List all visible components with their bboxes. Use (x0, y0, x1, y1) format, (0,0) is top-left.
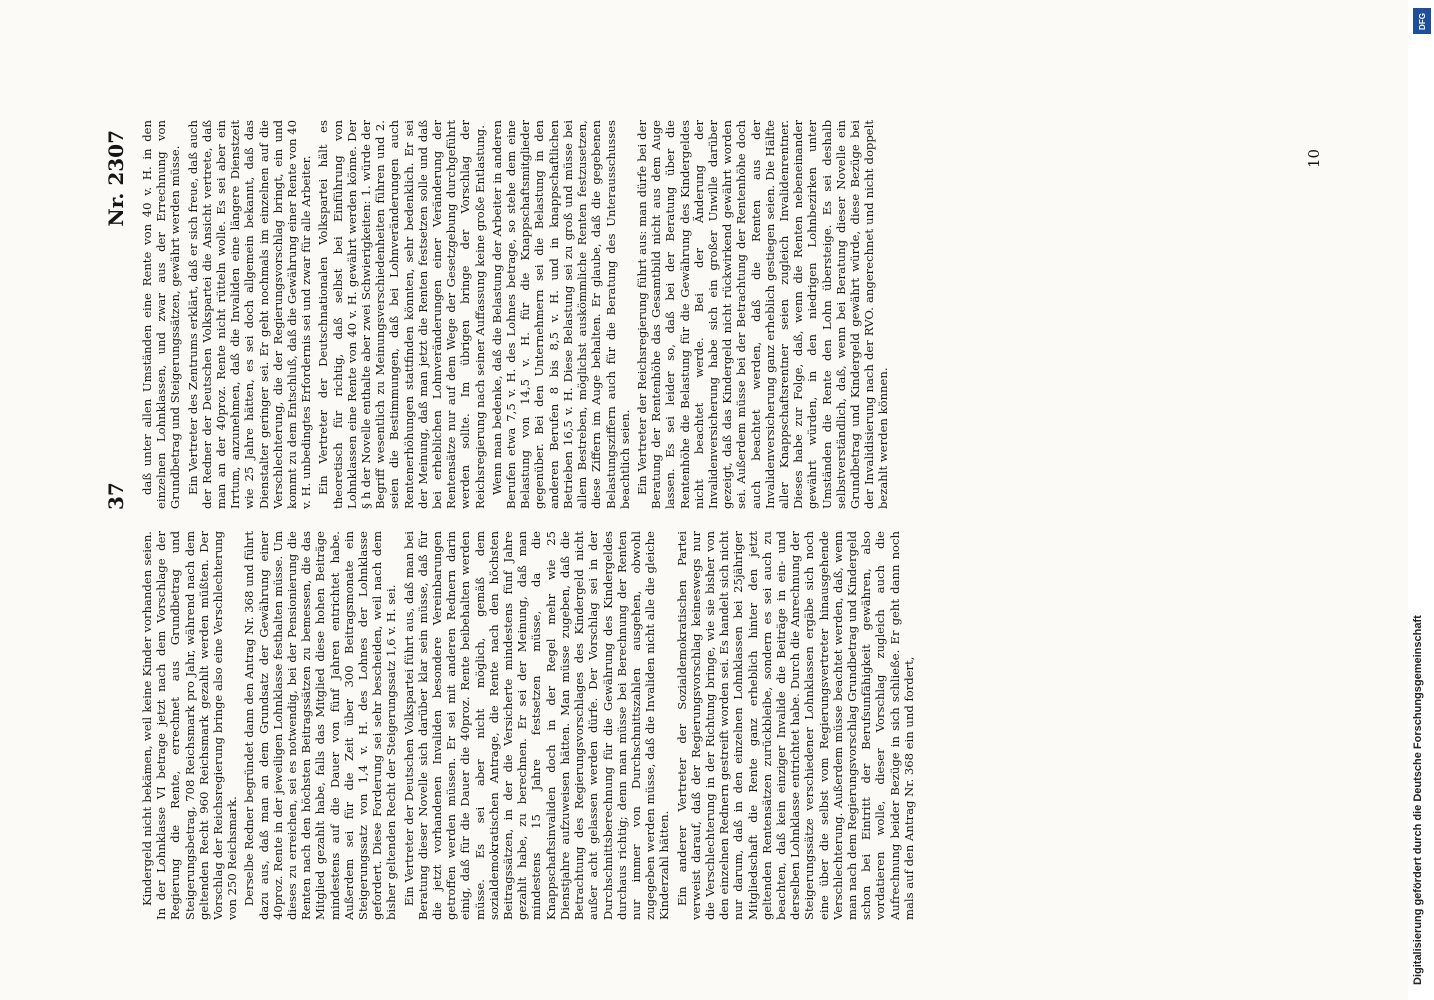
paragraph: Ein anderer Vertreter der Sozialdemokratischen Partei verweist darauf, daß der Regierungsvorschlag keineswegs nur die Verschlechterung in der Richtung bringe, wie sie bisher von den einzelnen Rednern gestreift worden sei. Es handelt sich nicht nur darum, daß in den einzelnen Lohnklassen bei 25jähriger Mitgliedschaft die Rente ganz erheblich hinter den jetzt geltenden Rentensätzen zurückbleibe, sondern es sei auch zu beachten, daß kein einziger Invalide die Beiträge in ein- und derselben Lohnklasse entrichtet habe. Durch die Anrechnung der Steigerungssätze verschiedener Lohnklassen ergäbe sich noch eine über die selbst vom Regierungsvertreter hinausgehende Verschlechterung. Außerdem müsse beachtet werden, daß, wenn man nach dem Regierungsvorschlag Grundbetrag und Kindergeld schon bei Eintritt der Berufsunfähigkeit gewähren, also vordatieren wolle, dieser Vorschlag zugleich auch die Aufrechnung beider Bezüge in sich schließe. Er geht dann noch mals auf den Antrag Nr. 368 ein und fordert, (674, 531, 916, 920)
rotated-text-block (100, 120, 1310, 920)
page-number-left: 37 (104, 482, 128, 510)
text-columns (140, 120, 1290, 920)
page-number-right: Nr. 2307 (104, 130, 128, 227)
footer-page-number: 10 (1305, 148, 1323, 168)
paragraph: Derselbe Redner begründet dann den Antrag Nr. 368 und führt dazu aus, daß man an dem Grundsatz der Gewährung einer 40proz. Rente in der jeweiligen Lohnklasse festhalten müsse. Um dieses zu erreichen, sei es notwendig, bei der Pensionierung die Renten nach den höchsten Beitragssätzen zu bemessen, die das Mitglied gezahlt habe, falls das Mitglied diese hohen Beiträge mindestens auf die Dauer von fünf Jahren entrichtet habe. Außerdem sei für die Zeit über 300 Beitragsmonate ein Steigerungssatz von 1,4 v. H. des Lohnes der Lohnklasse gefordert. Diese Forderung sei sehr bescheiden, weil nach dem bisher geltenden Recht der Steigerungssatz 1,6 v. H. sei. (242, 531, 399, 920)
paragraph: Wenn man bedenke, daß die Belastung der Arbeiter in anderen Berufen etwa 7,5 v. H. des Lohnes betrage, so stehe dem eine Belastung von 14,5 v. H. für die Knappschaftsmitglieder gegenüber. Bei den Unternehmern sei die Belastung in den anderen Berufen 8 bis 8,5 v. H. und in knappschaftlichen Betrieben 16,5 v. H. Diese Belastung sei zu groß und müsse bei allem Bestreben, möglichst auskömmliche Renten festzusetzen, diese Ziffern im Auge behalten. Er glaube, daß die gegebenen Belastungsziffern auch für die Beratung des Unterausschusses beachtlich seien. (489, 120, 632, 509)
digitization-note: Digitalisierung gefördert durch die Deutsche Forschungsgemeinschaft (1412, 615, 1424, 985)
paragraph: Ein Vertreter der Deutschen Volkspartei führt aus, daß man bei Beratung dieser Novelle sich darüber klar sein müsse, daß für die jetzt vorhandenen Invaliden besondere Vereinbarungen getroffen werden müssen. Er sei mit anderen Rednern darin einig, daß für die Dauer die 40proz. Rente beibehalten werden müsse. Es sei aber nicht möglich, gemäß dem sozialdemokratischen Antrage, die Rente nach den höchsten Beitragssätzen, in der die Versicherte mindestens fünf Jahre gezahlt habe, zu berechnen. Er sei der Meinung, daß man mindestens 15 Jahre festsetzen müsse, da die Knappschaftsinvaliden doch in der Regel mehr wie 25 Dienstjahre aufzuweisen hätten. Man müsse zugeben, daß die Betrachtung des Regierungsvorschlages des Kindergeld nicht außer acht gelassen werden dürfe. Der Vorschlag sei in der Durchschnittsberechnung für die Gewährung des Kindergeldes durchaus richtig; denn man müsse bei Berechnung der Renten nur immer von Durchschnittszahlen ausgehen, obwohl zugegeben werden müsse, daß die Invaliden nicht alle die gleiche Kinderzahl hätten. (401, 531, 672, 920)
column-left (140, 531, 1290, 920)
page-header (100, 120, 136, 920)
dfg-logo-text: DFG (1417, 12, 1427, 30)
paragraph: Ein Vertreter der Deutschnationalen Volkspartei hält es theoretisch für richtig, daß selbst bei Einführung von Lohnklassen eine Rente von 40 v. H. gewährt werden könne. Der § h der Novelle enthalte aber zwei Schwierigkeiten: 1. würde der Begriff wesentlich zu Meinungsverschiedenheiten führen und 2. seien die Bestimmungen, daß bei Lohnveränderungen auch Rentenerhöhungen stattfinden könnten, sehr bedenklich. Er sei der Meinung, daß man jetzt die Renten festsetzen solle und daß bei erheblichen Lohnveränderungen einer Veränderung der Rentensätze nur auf dem Wege der Gesetzgebung durchgeführt werden sollte. Im übrigen bringe der Vorschlag der Reichsregierung nach seiner Auffassung keine große Entlastung. (316, 120, 487, 509)
paragraph: Kindergeld nicht bekämen, weil keine Kinder vorhanden seien. In der Lohnklasse VI betrage jetzt nach dem Vorschlage der Regierung die Rente, errechnet aus Grundbetrag und Steigerungsbetrag, 708 Reichsmark pro Jahr, während nach dem geltenden Recht 960 Reichsmark gezahlt werden müßten. Der Vorschlag der Reichsregierung bringe also eine Verschlechterung von 250 Reichsmark. (140, 531, 240, 920)
paragraph: Ein Vertreter der Reichsregierung führt aus: man dürfe bei der Beratung der Rentenhöhe das Gesamtbild nicht aus dem Auge lassen. Es sei leider so, daß bei der Beratung über die Rentenhöhe die Belastung für die Gewährung des Kindergeldes nicht beachtet werde. Bei der Änderung der Invalidenversicherung habe sich ein großer Unwille darüber gezeigt, daß das Kindergeld nicht rückwirkend gewährt worden sei. Außerdem müsse bei der Betrachtung der Rentenhöhe doch auch beachtet werden, daß die Renten aus der Invalidenversicherung ganz erheblich gestiegen seien. Die Hälfte aller Knappschaftsrentner seien zugleich Invalidenrentner. Dieses habe zur Folge, daß, wenn die Renten nebeneinander gewährt würden, in den niedrigen Lohnbezirken unter Umständen die Rente den Lohn übersteige. Es sei deshalb selbstverständlich, daß, wenn bei Beratung dieser Novelle ein Grundbetrag und Kindergeld gewährt würde, diese Bezüge bei der Invalidisierung nach der RVO. angerechnet und nicht doppelt bezahlt werden können. (634, 120, 891, 509)
column-right (140, 120, 1290, 509)
paragraph: Ein Vertreter des Zentrums erklärt, daß er sich freue, daß auch der Redner der Deutschen Volkspartei die Ansicht vertrete, daß man an der 40proz. Rente nicht rütteln wolle. Es sei aber ein Irrtum, anzunehmen, daß die Invaliden eine längere Dienstzeit wie 25 Jahre hätten, es sei doch allgemein bekannt, daß das Dienstalter geringer sei. Er geht nochmals im einzelnen auf die Verschlechterung, die der Regierungsvorschlag bringt, ein und kommt zu dem Entschluß, daß die Gewährung einer Rente von 40 v. H. unbedingtes Erfordernis sei und zwar für alle Arbeiter. (185, 120, 314, 509)
paragraph: daß unter allen Umständen eine Rente von 40 v. H. in den einzelnen Lohnklassen, und zwar aus der Errechnung von Grundbetrag und Steigerungssätzen, gewährt werden müsse. (140, 120, 183, 509)
